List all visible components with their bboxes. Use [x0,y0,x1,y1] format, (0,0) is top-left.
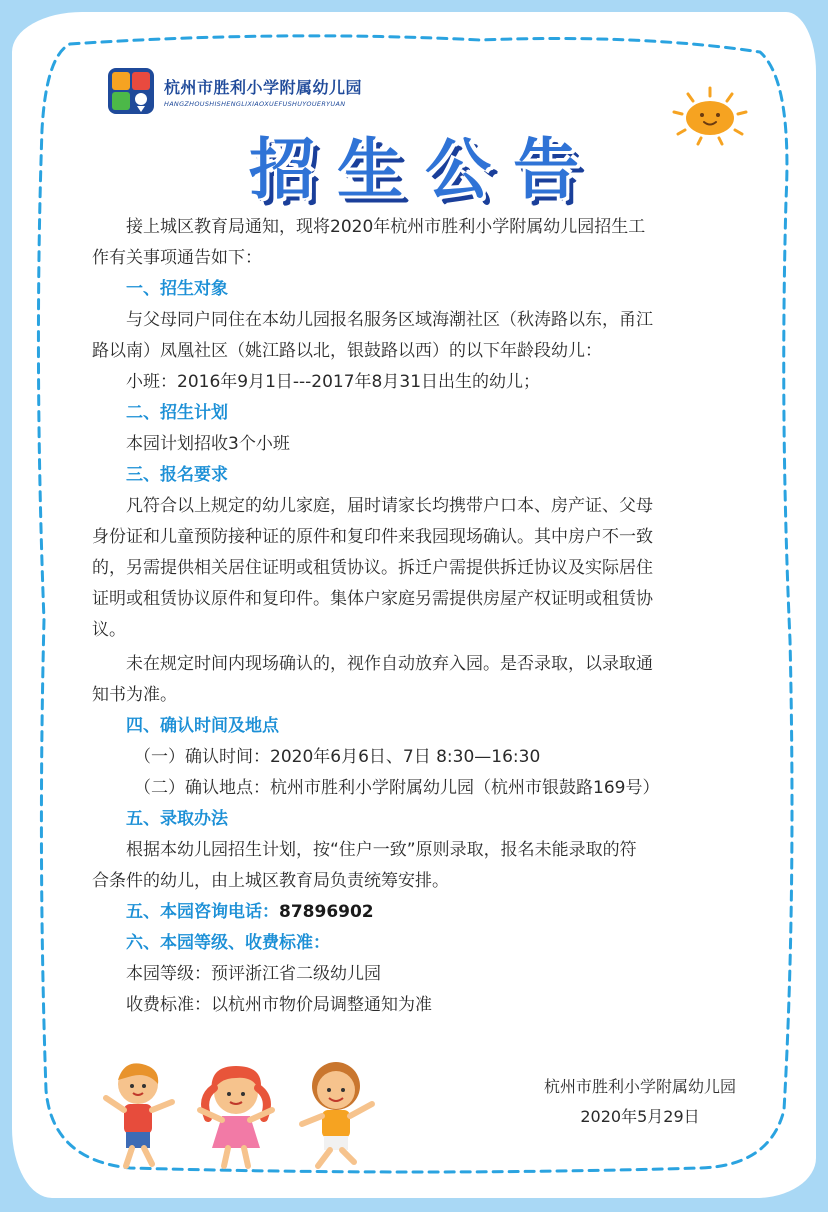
paragraph-line: 本园计划招收3个小班 [126,434,290,454]
paragraph-line: 路以南）凤凰社区（姚江路以北，银鼓路以西）的以下年龄段幼儿： [92,341,602,361]
phone-line [92,897,744,928]
paragraph-line: 合条件的幼儿，由上城区教育局负责统筹安排。 [92,871,449,891]
paragraph-line: 的，另需提供相关居住证明或租赁协议。拆迁户需提供拆迁协议及实际居住 [92,558,653,578]
signature-block [530,1072,750,1132]
school-logo-icon [106,66,156,116]
phone-number: 87896902 [279,902,374,922]
signature-date: 2020年5月29日 [580,1107,700,1126]
fee-line: 收费标准：以杭州市物价局调整通知为准 [126,995,432,1015]
grade-line: 本园等级：预评浙江省二级幼儿园 [126,964,381,984]
confirm-place: （二）确认地点：杭州市胜利小学附属幼儿园（杭州市银鼓路169号） [134,778,660,798]
paragraph-line: 凡符合以上规定的幼儿家庭，届时请家长均携带户口本、房产证、父母 [126,496,653,516]
notice-body [92,212,744,1021]
school-logo [106,66,362,116]
page-title: 招生公告 [249,131,601,208]
section-heading: 一、招生对象 [126,279,228,299]
confirm-time: （一）确认时间：2020年6月6日、7日 8:30—16:30 [134,747,541,767]
kid-girl-icon [200,1066,272,1166]
paragraph-line: 知书为准。 [92,685,177,705]
school-name: 杭州市胜利小学附属幼儿园 [164,77,363,97]
section-heading: 四、确认时间及地点 [126,716,279,736]
paragraph-line: 议。 [92,620,126,640]
section-heading: 三、报名要求 [126,465,228,485]
section-heading: 六、本园等级、收费标准： [126,933,330,953]
paragraph-line: 未在规定时间内现场确认的，视作自动放弃入园。是否录取，以录取通 [126,654,653,674]
paragraph-line: 根据本幼儿园招生计划，按“住户一致”原则录取，报名未能录取的符 [126,840,637,860]
kids-illustration [96,1058,396,1174]
section-heading: 二、招生计划 [126,403,228,423]
intro-line: 作有关事项通告如下： [92,248,262,268]
kid-curly-icon [302,1062,372,1166]
kid-boy-icon [106,1063,172,1166]
paragraph-line: 证明或租赁协议原件和复印件。集体户家庭另需提供房屋产权证明或租赁协 [92,589,653,609]
paragraph-line: 身份证和儿童预防接种证的原件和复印件来我园现场确认。其中房户不一致 [92,527,653,547]
signature-org: 杭州市胜利小学附属幼儿园 [543,1077,736,1096]
phone-label: 五、本园咨询电话： [126,902,279,922]
intro-line: 接上城区教育局通知，现将2020年杭州市胜利小学附属幼儿园招生工 [126,217,646,237]
paragraph-line: 小班：2016年9月1日---2017年8月31日出生的幼儿； [126,372,541,392]
school-name-pinyin: HANGZHOUSHISHENGLIXIAOXUEFUSHUYOUERYUAN [164,99,346,108]
paragraph-line: 与父母同户同住在本幼儿园报名服务区域海潮社区（秋涛路以东，甬江 [126,310,653,330]
section-heading: 五、录取办法 [126,809,228,829]
